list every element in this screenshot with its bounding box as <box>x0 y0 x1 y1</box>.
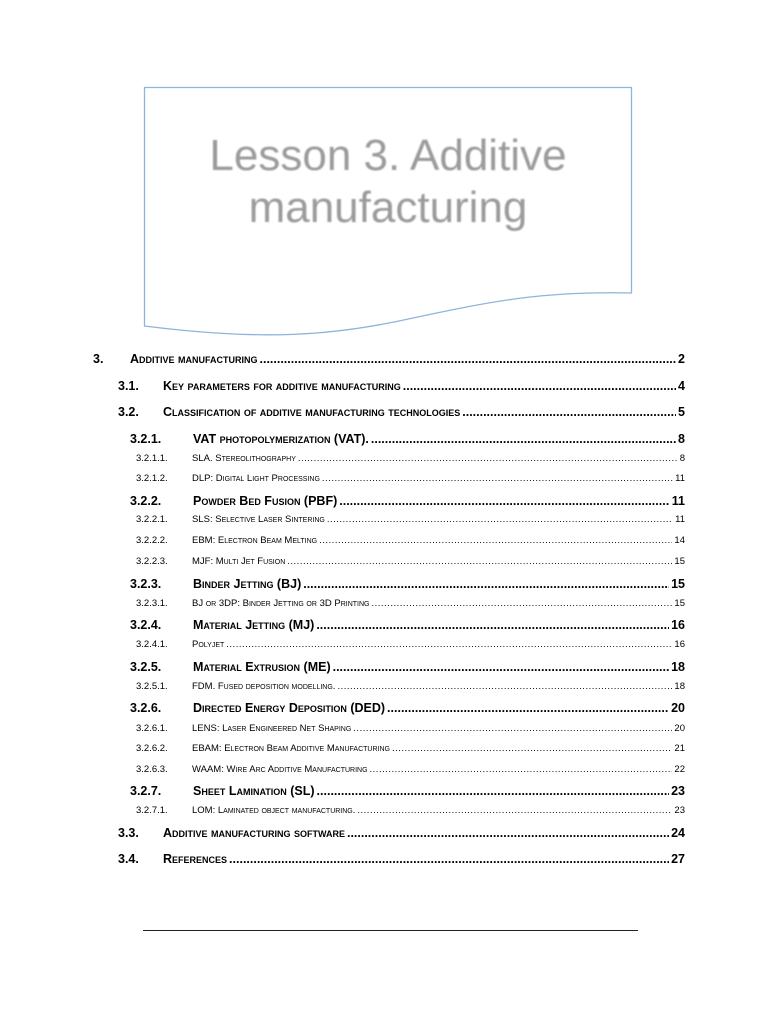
toc-entry[interactable] <box>136 743 685 754</box>
toc-entry-title: FDM. Fused deposition modelling. <box>192 681 336 692</box>
toc-entry-number: 3.1. <box>118 379 139 393</box>
toc-entry-number: 3.2.6.3. <box>136 764 168 775</box>
toc-entry-number: 3. <box>93 352 104 366</box>
toc-dot-leader <box>403 379 676 393</box>
toc-dot-leader <box>226 639 672 650</box>
toc-entry-title: Polyjet <box>192 639 225 650</box>
toc-entry-page: 18 <box>671 660 685 674</box>
toc-entry-page: 21 <box>674 743 685 754</box>
toc-entry-title: DLP: Digital Light Processing <box>192 473 320 484</box>
toc-entry-title: Sheet Lamination (SL) <box>193 784 315 798</box>
toc-entry-title: Classification of additive manufacturing technologies <box>163 405 461 419</box>
toc-entry-page: 4 <box>678 379 685 393</box>
toc-dot-leader <box>260 352 677 366</box>
toc-entry[interactable] <box>136 535 685 546</box>
toc-dot-leader <box>303 577 669 591</box>
toc-entry-number: 3.2.2.2. <box>136 535 168 546</box>
toc-entry[interactable] <box>118 826 685 840</box>
toc-entry-title: LENS: Laser Engineered Net Shaping <box>192 723 352 734</box>
toc-entry-page: 18 <box>674 681 685 692</box>
toc-entry[interactable] <box>118 852 685 866</box>
toc-entry[interactable] <box>136 556 685 567</box>
toc-entry[interactable] <box>136 639 685 650</box>
toc-entry-page: 11 <box>671 494 685 508</box>
toc-dot-leader <box>353 723 672 734</box>
toc-entry-title: Material Jetting (MJ) <box>193 618 315 632</box>
toc-entry[interactable] <box>130 701 685 715</box>
lesson-title <box>143 130 633 234</box>
toc-entry[interactable] <box>118 405 685 419</box>
toc-entry-number: 3.3. <box>118 826 139 840</box>
toc-entry-title: SLA. Stereolithography <box>192 453 296 464</box>
toc-entry-number: 3.2.4.1. <box>136 639 168 650</box>
toc-entry-page: 20 <box>674 723 685 734</box>
toc-entry-title: Key parameters for additive manufacturing <box>163 379 401 393</box>
toc-dot-leader <box>392 743 672 754</box>
toc-dot-leader <box>371 432 676 446</box>
toc-entry-title: MJF: Multi Jet Fusion <box>192 556 286 567</box>
toc-entry-number: 3.2.4. <box>130 618 162 632</box>
toc-entry[interactable] <box>136 805 685 816</box>
toc-entry-page: 5 <box>678 405 685 419</box>
toc-entry-number: 3.2.6. <box>130 701 162 715</box>
toc-entry[interactable] <box>136 514 685 525</box>
toc-entry-title: Material Extrusion (ME) <box>193 660 331 674</box>
toc-dot-leader <box>317 784 670 798</box>
toc-entry-page: 14 <box>674 535 685 546</box>
toc-entry[interactable] <box>136 453 685 464</box>
toc-entry[interactable] <box>130 660 685 674</box>
toc-entry-page: 22 <box>674 764 685 775</box>
lesson-title-line2: manufacturing <box>248 183 528 232</box>
footer-divider <box>143 930 638 931</box>
toc-entry-page: 24 <box>671 826 685 840</box>
toc-entry[interactable] <box>136 598 685 609</box>
toc-entry-page: 15 <box>674 598 685 609</box>
toc-entry-title: EBAM: Electron Beam Additive Manufacturing <box>192 743 390 754</box>
toc-dot-leader <box>319 535 672 546</box>
toc-entry-number: 3.2.7. <box>130 784 162 798</box>
title-banner <box>143 86 633 342</box>
toc-dot-leader <box>333 660 669 674</box>
toc-entry[interactable] <box>136 473 685 484</box>
toc-entry-title: Binder Jetting (BJ) <box>193 577 302 591</box>
toc-dot-leader <box>357 805 672 816</box>
toc-entry-title: VAT photopolymerization (VAT). <box>193 432 369 446</box>
toc-entry-title: BJ or 3DP: Binder Jetting or 3D Printing <box>192 598 370 609</box>
toc-entry-number: 3.2.2.3. <box>136 556 168 567</box>
toc-entry-title: Additive manufacturing software <box>163 826 345 840</box>
toc-entry-page: 2 <box>678 352 685 366</box>
toc-entry-page: 23 <box>671 784 685 798</box>
toc-entry-page: 27 <box>671 852 685 866</box>
toc-entry-number: 3.2.7.1. <box>136 805 168 816</box>
toc-entry-title: Powder Bed Fusion (PBF) <box>193 494 338 508</box>
toc-dot-leader <box>370 764 673 775</box>
toc-entry[interactable] <box>130 618 685 632</box>
toc-entry-title: SLS: Selective Laser Sintering <box>192 514 325 525</box>
toc-entry[interactable] <box>130 784 685 798</box>
toc-entry[interactable] <box>136 681 685 692</box>
toc-entry-page: 15 <box>671 577 685 591</box>
toc-entry-number: 3.2.6.2. <box>136 743 168 754</box>
toc-dot-leader <box>339 494 670 508</box>
toc-entry[interactable] <box>130 577 685 591</box>
toc-entry[interactable] <box>130 494 685 508</box>
toc-entry-page: 23 <box>674 805 685 816</box>
toc-entry[interactable] <box>136 723 685 734</box>
toc-dot-leader <box>322 473 673 484</box>
toc-entry-title: EBM: Electron Beam Melting <box>192 535 318 546</box>
toc-dot-leader <box>287 556 672 567</box>
toc-entry-number: 3.2.5. <box>130 660 162 674</box>
toc-entry-number: 3.2. <box>118 405 139 419</box>
toc-entry-number: 3.2.1. <box>130 432 162 446</box>
toc-entry-page: 11 <box>675 473 685 484</box>
toc-entry-number: 3.2.2. <box>130 494 162 508</box>
toc-entry-number: 3.2.5.1. <box>136 681 168 692</box>
toc-entry-number: 3.4. <box>118 852 139 866</box>
toc-entry-title: WAAM: Wire Arc Additive Manufacturing <box>192 764 368 775</box>
toc-entry-title: Directed Energy Deposition (DED) <box>193 701 386 715</box>
toc-entry-number: 3.2.3. <box>130 577 162 591</box>
toc-entry-number: 3.2.1.2. <box>136 473 168 484</box>
toc-entry-page: 8 <box>678 432 685 446</box>
toc-dot-leader <box>337 681 672 692</box>
toc-entry-title: LOM: Laminated object manufacturing. <box>192 805 356 816</box>
toc-entry[interactable] <box>130 432 685 446</box>
toc-dot-leader <box>316 618 669 632</box>
toc-entry-number: 3.2.1.1. <box>136 453 168 464</box>
toc-entry[interactable] <box>93 352 685 366</box>
toc-dot-leader <box>347 826 669 840</box>
toc-dot-leader <box>327 514 673 525</box>
toc-entry-page: 20 <box>671 701 685 715</box>
toc-entry-number: 3.2.6.1. <box>136 723 168 734</box>
toc-dot-leader <box>298 453 678 464</box>
toc-entry-number: 3.2.3.1. <box>136 598 168 609</box>
toc-entry-number: 3.2.2.1. <box>136 514 168 525</box>
toc-entry-page: 15 <box>674 556 685 567</box>
toc-entry-page: 16 <box>674 639 685 650</box>
toc-dot-leader <box>371 598 672 609</box>
lesson-title-line1: Lesson 3. Additive <box>209 131 567 180</box>
toc-dot-leader <box>462 405 676 419</box>
toc-dot-leader <box>229 852 669 866</box>
toc-entry[interactable] <box>118 379 685 393</box>
toc-entry-page: 8 <box>679 453 685 464</box>
toc-dot-leader <box>387 701 669 715</box>
toc-entry-title: References <box>163 852 228 866</box>
toc-entry-page: 11 <box>675 514 685 525</box>
toc-entry-title: Additive manufacturing <box>130 352 258 366</box>
toc-entry[interactable] <box>136 764 685 775</box>
toc-entry-page: 16 <box>671 618 685 632</box>
